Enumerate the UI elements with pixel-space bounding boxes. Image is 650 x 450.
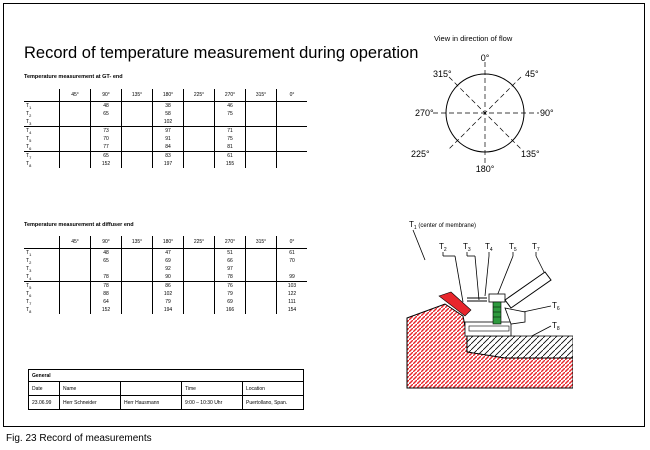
table-row	[24, 127, 307, 136]
diffuser-value-cell	[122, 306, 153, 314]
gt-value-cell: 61	[215, 152, 246, 161]
diffuser-value-cell: 97	[215, 265, 246, 273]
angle-45: 45°	[525, 69, 539, 79]
sensor-pipe	[505, 272, 551, 308]
diffuser-value-cell: 78	[91, 282, 122, 291]
gt-value-cell	[246, 127, 277, 136]
diffuser-value-cell	[184, 282, 215, 291]
diffuser-value-cell: 194	[153, 306, 184, 314]
diffuser-value-cell: 70	[277, 257, 308, 265]
diffuser-value-cell: 79	[215, 290, 246, 298]
diffuser-value-cell	[184, 249, 215, 258]
gt-value-cell: 58	[153, 110, 184, 118]
flow-direction-diagram	[405, 50, 565, 175]
diffuser-value-cell	[60, 257, 91, 265]
angle-180: 180°	[475, 164, 495, 174]
gt-value-cell	[246, 160, 277, 168]
gt-value-cell	[246, 135, 277, 143]
flange-strip	[469, 326, 509, 331]
label-t3: $T_3$	[463, 242, 471, 253]
diffuser-header-cell: 270°	[215, 236, 246, 249]
gt-header-cell: 90°	[91, 89, 122, 102]
general-header-location: Location	[243, 382, 304, 396]
diffuser-value-cell	[122, 298, 153, 306]
gt-header-cell: 0°	[277, 89, 308, 102]
diffuser-value-cell	[60, 290, 91, 298]
gt-value-cell: 46	[215, 102, 246, 111]
diffuser-value-cell	[184, 298, 215, 306]
diffuser-value-cell	[184, 265, 215, 273]
diffuser-row-label: $T_3$	[26, 265, 32, 273]
table-row	[24, 249, 307, 258]
gt-value-cell	[215, 118, 246, 127]
gt-value-cell: 102	[153, 118, 184, 127]
gt-value-cell: 91	[153, 135, 184, 143]
diffuser-header-cell: 225°	[184, 236, 215, 249]
label-t4: $T_4$	[485, 242, 493, 253]
gt-value-cell	[277, 135, 308, 143]
gt-value-cell	[277, 160, 308, 168]
table-row	[24, 135, 307, 143]
diffuser-value-cell	[246, 290, 277, 298]
angle-225: 225°	[411, 149, 430, 159]
diffuser-row-label: $T_2$	[26, 257, 32, 265]
diffuser-value-cell: 65	[91, 257, 122, 265]
diffuser-header-cell: 315°	[246, 236, 277, 249]
label-t7: $T_7$	[532, 242, 540, 253]
diffuser-value-cell	[60, 282, 91, 291]
diffuser-value-cell: 76	[215, 282, 246, 291]
gt-section-label: Temperature measurement at GT- end	[24, 74, 123, 80]
diffuser-section-label: Temperature measurement at diffuser end	[24, 222, 134, 228]
diffuser-value-cell	[91, 265, 122, 273]
page-title: Record of temperature measurement during operation	[24, 44, 419, 62]
gt-value-cell	[277, 110, 308, 118]
table-row	[24, 143, 307, 152]
gt-value-cell	[60, 160, 91, 168]
angle-315: 315°	[433, 69, 452, 79]
diffuser-header-cell: 180°	[153, 236, 184, 249]
label-t6: $T_6$	[552, 301, 560, 312]
general-title: General	[29, 370, 304, 382]
diffuser-value-cell	[122, 257, 153, 265]
gt-value-cell: 84	[153, 143, 184, 152]
gt-measurement-table	[24, 89, 307, 168]
gt-value-cell	[91, 118, 122, 127]
gt-header-cell: 315°	[246, 89, 277, 102]
gt-value-cell: 38	[153, 102, 184, 111]
diffuser-value-cell: 86	[153, 282, 184, 291]
general-location: Puertollano, Span.	[243, 396, 304, 410]
angle-0: 0°	[480, 53, 490, 63]
diffuser-header-cell: 135°	[122, 236, 153, 249]
gt-value-cell	[184, 160, 215, 168]
gt-header-cell: 225°	[184, 89, 215, 102]
gt-value-cell: 97	[153, 127, 184, 136]
gt-value-cell: 83	[153, 152, 184, 161]
gt-row-label: $T_4$	[26, 127, 32, 135]
gt-value-cell	[246, 102, 277, 111]
gt-value-cell	[60, 110, 91, 118]
gt-value-cell	[184, 127, 215, 136]
gt-value-cell: 48	[91, 102, 122, 111]
table-row	[24, 257, 307, 265]
diffuser-value-cell: 66	[215, 257, 246, 265]
bolt-body	[493, 302, 501, 324]
diffuser-value-cell: 111	[277, 298, 308, 306]
gt-value-cell: 65	[91, 110, 122, 118]
general-time: 9:00 – 10:30 Uhr	[182, 396, 243, 410]
label-t1: $T_1$ $^{(center of membrane)}$	[409, 220, 477, 231]
gt-row-label: $T_8$	[26, 160, 32, 168]
gt-value-cell	[60, 143, 91, 152]
general-header-date: Date	[29, 382, 60, 396]
gt-value-cell	[122, 143, 153, 152]
diffuser-value-cell	[122, 290, 153, 298]
diffuser-value-cell: 90	[153, 273, 184, 282]
diffuser-measurement-table	[24, 236, 307, 314]
diffuser-value-cell	[246, 298, 277, 306]
gt-value-cell	[246, 143, 277, 152]
diffuser-row-label: $T_4$	[24, 273, 60, 282]
diffuser-value-cell	[122, 265, 153, 273]
diffuser-value-cell: 61	[277, 249, 308, 258]
diffuser-row-label: $T_8$	[26, 306, 32, 314]
diffuser-value-cell: 64	[91, 298, 122, 306]
angle-270: 270°	[415, 108, 434, 118]
gt-corner	[24, 89, 60, 102]
gt-value-cell: 70	[91, 135, 122, 143]
diffuser-row-label: $T_6$	[26, 290, 32, 298]
diffuser-header-cell: 90°	[91, 236, 122, 249]
diffuser-value-cell: 152	[91, 306, 122, 314]
gt-value-cell: 71	[215, 127, 246, 136]
gt-value-cell	[122, 102, 153, 111]
figure-caption: Fig. 23 Record of measurements	[6, 433, 152, 444]
diffuser-value-cell	[184, 306, 215, 314]
diffuser-value-cell: 154	[277, 306, 308, 314]
gt-value-cell	[60, 102, 91, 111]
general-header-name: Name	[60, 382, 121, 396]
table-row	[24, 282, 307, 291]
gt-row-label: $T_6$	[24, 143, 60, 152]
table-row	[24, 290, 307, 298]
gt-header-cell: 180°	[153, 89, 184, 102]
diffuser-value-cell	[246, 282, 277, 291]
gt-value-cell	[122, 160, 153, 168]
gt-value-cell	[60, 127, 91, 136]
general-header-time: Time	[182, 382, 243, 396]
label-t5: $T_5$	[509, 242, 517, 253]
diffuser-value-cell	[60, 298, 91, 306]
gt-header-cell: 270°	[215, 89, 246, 102]
general-name-1: Herr Schneider	[60, 396, 121, 410]
gt-row-label: $T_3$	[24, 118, 60, 127]
gt-value-cell	[277, 127, 308, 136]
gt-row-label: $T_2$	[26, 110, 32, 118]
gt-header-cell: 45°	[60, 89, 91, 102]
gt-value-cell	[277, 143, 308, 152]
diffuser-value-cell	[60, 265, 91, 273]
general-name-2: Herr Hausmann	[121, 396, 182, 410]
diffuser-value-cell: 78	[91, 273, 122, 282]
diffuser-value-cell	[246, 257, 277, 265]
gt-value-cell	[277, 102, 308, 111]
diffuser-value-cell: 79	[153, 298, 184, 306]
diffuser-value-cell: 51	[215, 249, 246, 258]
gt-row-label: $T_7$	[26, 152, 32, 160]
general-table	[28, 369, 304, 410]
diffuser-corner	[24, 236, 60, 249]
gt-value-cell	[246, 110, 277, 118]
diffuser-value-cell	[184, 257, 215, 265]
diffuser-value-cell: 122	[277, 290, 308, 298]
gt-value-cell: 75	[215, 135, 246, 143]
diffuser-value-cell	[122, 273, 153, 282]
diffuser-value-cell: 102	[153, 290, 184, 298]
gt-value-cell	[184, 118, 215, 127]
diffuser-value-cell: 47	[153, 249, 184, 258]
gt-value-cell	[277, 152, 308, 161]
diffuser-value-cell	[60, 249, 91, 258]
table-row	[24, 152, 307, 161]
diffuser-value-cell	[122, 282, 153, 291]
gt-value-cell: 77	[91, 143, 122, 152]
table-row	[24, 273, 307, 282]
sensor-position-diagram	[405, 212, 573, 390]
diffuser-value-cell: 103	[277, 282, 308, 291]
diffuser-value-cell	[246, 265, 277, 273]
diffuser-row-label: $T_5$	[26, 282, 32, 290]
gt-value-cell	[122, 118, 153, 127]
gt-value-cell: 73	[91, 127, 122, 136]
diffuser-value-cell: 78	[215, 273, 246, 282]
diffuser-value-cell	[246, 306, 277, 314]
diffuser-value-cell: 48	[91, 249, 122, 258]
gt-row-label: $T_1$	[26, 102, 32, 110]
table-row	[24, 102, 307, 111]
gt-value-cell: 197	[153, 160, 184, 168]
gt-value-cell	[184, 135, 215, 143]
gt-value-cell: 152	[91, 160, 122, 168]
bolt-head	[489, 294, 505, 302]
gt-value-cell	[246, 118, 277, 127]
diffuser-header-cell: 0°	[277, 236, 308, 249]
gt-value-cell	[184, 102, 215, 111]
diffuser-value-cell: 92	[153, 265, 184, 273]
gt-value-cell	[246, 152, 277, 161]
general-header-blank	[121, 382, 182, 396]
gt-row-label: $T_5$	[26, 135, 32, 143]
gt-value-cell	[122, 135, 153, 143]
diffuser-value-cell: 69	[153, 257, 184, 265]
diffuser-value-cell	[60, 273, 91, 282]
diffuser-value-cell: 166	[215, 306, 246, 314]
flow-view-title: View in direction of flow	[434, 34, 513, 43]
diffuser-value-cell	[277, 265, 308, 273]
gt-value-cell: 81	[215, 143, 246, 152]
gt-value-cell	[122, 110, 153, 118]
gt-value-cell	[60, 152, 91, 161]
table-row	[24, 265, 307, 273]
diffuser-value-cell: 69	[215, 298, 246, 306]
gt-value-cell: 155	[215, 160, 246, 168]
diffuser-value-cell	[246, 249, 277, 258]
diffuser-header-cell: 45°	[60, 236, 91, 249]
table-row	[24, 160, 307, 168]
diffuser-value-cell: 99	[277, 273, 308, 282]
gt-value-cell: 65	[91, 152, 122, 161]
gt-value-cell	[277, 118, 308, 127]
gt-value-cell	[122, 152, 153, 161]
gt-value-cell	[60, 135, 91, 143]
diffuser-value-cell	[184, 273, 215, 282]
table-row	[24, 110, 307, 118]
table-row	[24, 306, 307, 314]
diffuser-row-label: $T_1$	[26, 249, 32, 257]
gt-value-cell: 75	[215, 110, 246, 118]
diffuser-value-cell	[122, 249, 153, 258]
table-row	[24, 118, 307, 127]
gt-value-cell	[184, 152, 215, 161]
gt-value-cell	[122, 127, 153, 136]
gt-value-cell	[184, 110, 215, 118]
gt-value-cell	[60, 118, 91, 127]
table-row	[24, 298, 307, 306]
diffuser-value-cell	[184, 290, 215, 298]
diffuser-row-label: $T_7$	[26, 298, 32, 306]
diffuser-value-cell	[60, 306, 91, 314]
general-date: 23.06.99	[29, 396, 60, 410]
label-t2: $T_2$	[439, 242, 447, 253]
diffuser-value-cell: 88	[91, 290, 122, 298]
gt-header-cell: 135°	[122, 89, 153, 102]
angle-135: 135°	[521, 149, 540, 159]
gt-value-cell	[184, 143, 215, 152]
diffuser-value-cell	[246, 273, 277, 282]
angle-90: 90°	[540, 108, 554, 118]
label-t8: $T_8$	[552, 321, 560, 332]
